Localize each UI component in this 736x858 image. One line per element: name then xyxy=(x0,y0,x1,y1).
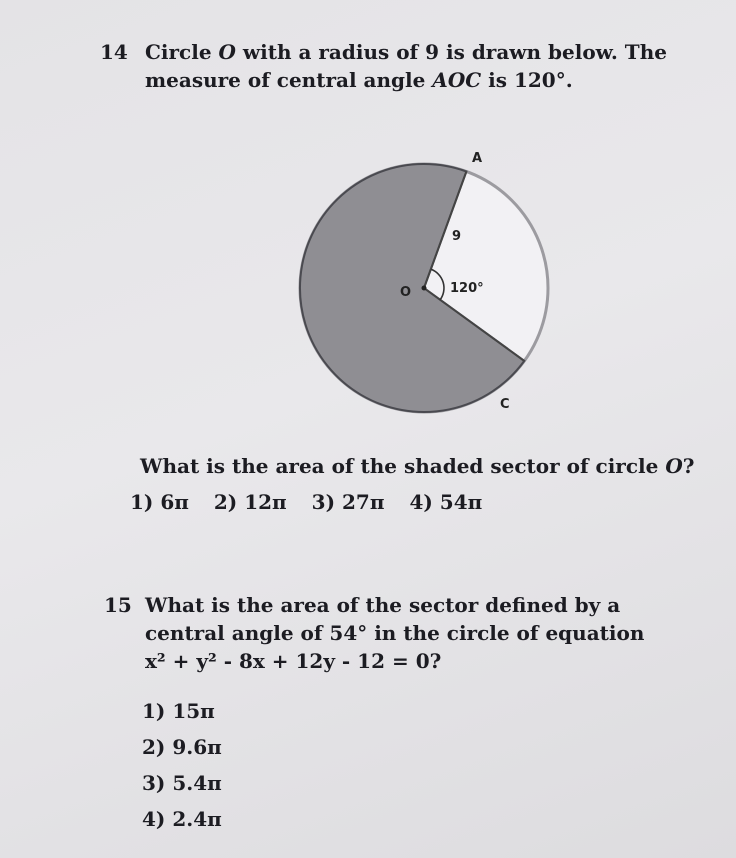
q14-prompt xyxy=(145,38,705,94)
q14-choice-1[interactable]: 1) 6π xyxy=(130,490,189,514)
q14-circle-var: O xyxy=(218,40,236,64)
q15-choice-1[interactable]: 1) 15π xyxy=(142,699,215,723)
q14-choice-2[interactable]: 2) 12π xyxy=(213,490,287,514)
label-c: C xyxy=(500,397,510,412)
q15-choices xyxy=(142,693,222,837)
q14-question xyxy=(140,452,720,480)
q14-choice-3[interactable]: 3) 27π xyxy=(311,490,385,514)
q15-prompt xyxy=(145,591,705,675)
label-o: O xyxy=(400,285,412,300)
q14-question-text: What is the area of the shaded sector of circle xyxy=(140,454,666,478)
label-angle: 120° xyxy=(450,281,484,296)
q15-line-2: central angle of 54° in the circle of equation xyxy=(145,621,645,645)
center-point xyxy=(422,286,427,291)
q14-text-3: measure of central angle xyxy=(145,68,433,92)
q14-question-var: O xyxy=(665,454,683,478)
q14-text-1: Circle xyxy=(145,40,219,64)
q14-number: 14 xyxy=(100,40,128,64)
q14-text-4: is xyxy=(481,68,514,92)
q15-choice-3[interactable]: 3) 5.4π xyxy=(142,771,222,795)
q14-angle-var: AOC xyxy=(432,68,482,92)
q15-number: 15 xyxy=(104,593,132,617)
q14-text-5: . xyxy=(565,68,573,92)
label-a: A xyxy=(472,151,483,166)
q15-equation: x² + y² - 8x + 12y - 12 = 0? xyxy=(145,649,442,673)
circle-diagram xyxy=(290,140,570,430)
q15-line-1: What is the area of the sector defined by a xyxy=(145,593,621,617)
label-radius: 9 xyxy=(452,229,462,244)
q14-choices xyxy=(130,490,500,514)
q14-text-2: with a radius of 9 is drawn below. The xyxy=(235,40,667,64)
q15-choice-4[interactable]: 4) 2.4π xyxy=(142,807,222,831)
q15-choice-2[interactable]: 2) 9.6π xyxy=(142,735,222,759)
q14-angle-value: 120° xyxy=(513,68,566,92)
q14-question-end: ? xyxy=(682,454,695,478)
q14-choice-4[interactable]: 4) 54π xyxy=(409,490,483,514)
